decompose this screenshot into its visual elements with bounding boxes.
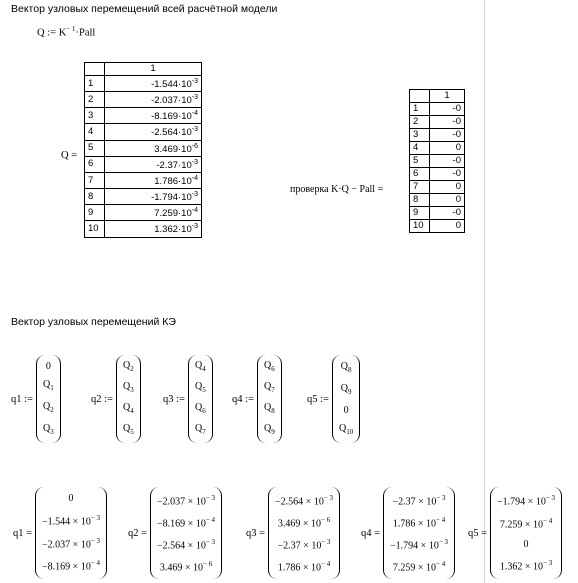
vector-label: q4 = [361, 527, 381, 539]
element-exponent: − 4 [543, 517, 553, 526]
element-exponent: − 3 [323, 493, 334, 502]
vector-brackets [116, 355, 141, 443]
element-subscript: 3 [130, 386, 134, 394]
vector-element [157, 515, 215, 529]
q-value-mantissa: 1.786·10 [154, 176, 192, 188]
q-matrix-value [105, 108, 202, 124]
vector-label: q3 = [246, 527, 266, 539]
vector-element [69, 493, 74, 504]
check-matrix-row-index: 7 [410, 181, 430, 194]
vector-brackets [268, 487, 340, 579]
vector-element [195, 402, 206, 417]
vector-element [195, 423, 206, 438]
element-base: 3.469 × 10 [277, 518, 321, 530]
vector-label: q1 = [13, 527, 33, 539]
vector-element [42, 558, 100, 572]
check-matrix-value: 0 [430, 142, 465, 155]
check-matrix-row-index: 1 [410, 103, 430, 116]
check-matrix-value: -0 [430, 129, 465, 142]
element-exponent: − 4 [436, 559, 446, 568]
element-base: Q [263, 402, 272, 413]
check-matrix-value: -0 [430, 155, 465, 168]
q-matrix-row [85, 205, 202, 221]
q-matrix-value [105, 172, 202, 188]
vector-brackets [188, 355, 213, 443]
vector-element [157, 537, 215, 551]
check-matrix-row-index: 4 [410, 142, 430, 155]
element-base: −2.564 × 10 [157, 540, 206, 552]
check-matrix-row [410, 103, 465, 116]
element-subscript: 9 [271, 428, 275, 436]
element-base: Q [194, 360, 203, 371]
q-value-exponent: -4 [191, 110, 198, 118]
check-matrix-row-index: 10 [410, 220, 430, 233]
element-base: Q [122, 402, 131, 413]
q-matrix-value [105, 140, 202, 156]
vector-brackets [36, 355, 61, 443]
element-base: Q [263, 423, 272, 434]
check-matrix-row [410, 207, 465, 220]
check-matrix-value: -0 [430, 103, 465, 116]
q-matrix-value [105, 189, 202, 205]
vector-element [264, 402, 275, 417]
vector-label: q3 := [163, 393, 185, 405]
check-matrix-row [410, 129, 465, 142]
formula-q-definition[interactable] [37, 25, 95, 39]
element-subscript: 4 [130, 407, 134, 415]
element-base: Q [194, 423, 203, 434]
check-matrix-value: -0 [430, 116, 465, 129]
check-matrix-value: 0 [430, 194, 465, 207]
check-matrix-corner [410, 90, 430, 103]
vector-brackets [383, 487, 455, 579]
vector-element [195, 381, 206, 396]
element-base: −8.169 × 10 [157, 518, 206, 530]
q-matrix-row [85, 124, 202, 140]
vector-element [341, 383, 352, 398]
vector-element [43, 423, 54, 438]
fe-vector-definition-3[interactable] [163, 355, 213, 443]
vector-element [157, 493, 215, 507]
element-subscript: 6 [271, 365, 275, 373]
vector-element [393, 559, 445, 573]
fe-vector-definition-5[interactable] [307, 355, 360, 443]
q-matrix-value [105, 76, 202, 92]
fe-vector-result-2[interactable] [128, 487, 222, 579]
vector-element [264, 360, 275, 375]
fe-vector-result-4[interactable] [361, 487, 455, 579]
check-expression-label: проверка K·Q − Pall = [290, 184, 384, 195]
element-base: −2.37 × 10 [392, 496, 437, 508]
element-exponent: − 4 [321, 559, 331, 568]
vector-element [344, 405, 349, 416]
vector-element [278, 515, 330, 529]
check-matrix-row [410, 181, 465, 194]
element-subscript: 8 [271, 407, 275, 415]
element-base: −2.37 × 10 [277, 540, 322, 552]
element-base: Q [338, 422, 347, 434]
q-matrix-row-index: 9 [85, 205, 105, 221]
element-base: 1.786 × 10 [277, 562, 321, 574]
check-matrix-value: 0 [430, 220, 465, 233]
element-subscript: 9 [347, 387, 352, 396]
vector-element [393, 515, 445, 529]
q-matrix-corner [85, 63, 105, 76]
check-matrix-table[interactable] [409, 89, 465, 233]
element-base: −1.794 × 10 [497, 496, 546, 508]
check-matrix-value: -0 [430, 207, 465, 220]
q-matrix-row-index: 3 [85, 108, 105, 124]
q-matrix-value [105, 205, 202, 221]
vector-element [341, 361, 352, 376]
vector-brackets [332, 355, 360, 443]
vector-element [46, 361, 51, 372]
element-base: 7.259 × 10 [499, 519, 543, 531]
q-matrix-row-index: 7 [85, 172, 105, 188]
q-value-exponent: -3 [191, 158, 198, 166]
check-matrix-value: -0 [430, 168, 465, 181]
q-value-mantissa: 7.259·10 [154, 208, 192, 220]
fe-vector-result-1[interactable] [13, 487, 107, 579]
element-base: Q [340, 360, 348, 372]
element-exponent: − 3 [438, 537, 449, 546]
vector-element [278, 559, 330, 573]
vector-element [123, 381, 134, 396]
vector-brackets [490, 487, 562, 579]
vector-brackets [35, 487, 107, 579]
vector-element [123, 423, 134, 438]
vector-element [390, 537, 448, 551]
element-exponent: − 4 [436, 515, 446, 524]
q-matrix-row-index: 6 [85, 156, 105, 172]
q-value-mantissa: -8.169·10 [151, 111, 192, 123]
q-matrix-value [105, 156, 202, 172]
check-matrix-row [410, 168, 465, 181]
q-matrix-row [85, 221, 202, 237]
q-matrix-value [105, 124, 202, 140]
element-exponent: − 3 [545, 494, 556, 503]
element-exponent: − 6 [321, 515, 331, 524]
element-subscript: 3 [50, 427, 54, 436]
element-exponent: − 6 [203, 559, 213, 568]
element-subscript: 5 [202, 386, 206, 394]
q-matrix-row [85, 140, 202, 156]
element-base: −2.564 × 10 [275, 496, 324, 508]
q-matrix-table[interactable] [84, 62, 202, 238]
vector-label: q4 := [232, 393, 254, 405]
element-exponent: − 3 [321, 537, 331, 546]
fe-vector-definition-4[interactable] [232, 355, 282, 443]
vector-element [497, 493, 555, 507]
q-value-mantissa: 3.469·10 [154, 143, 192, 155]
q-matrix-row-index: 10 [85, 221, 105, 237]
q-matrix-row [85, 92, 202, 108]
fe-vector-definition-1[interactable] [11, 355, 61, 443]
check-matrix-row-index: 6 [410, 168, 430, 181]
element-base: 0 [343, 404, 349, 416]
vector-brackets [257, 355, 282, 443]
element-base: Q [122, 381, 131, 392]
q-matrix-row [85, 108, 202, 124]
q-value-exponent: -3 [191, 78, 198, 85]
element-exponent: − 3 [90, 513, 101, 522]
element-base: 0 [45, 360, 51, 372]
q-matrix-row [85, 76, 202, 92]
vector-element [43, 379, 54, 394]
element-subscript: 8 [347, 365, 352, 374]
element-base: Q [263, 360, 272, 371]
q-value-mantissa: -1.544·10 [151, 79, 192, 91]
check-matrix-value: 0 [430, 181, 465, 194]
element-base: Q [122, 360, 131, 371]
q-value-mantissa: -2.037·10 [151, 95, 192, 107]
element-subscript: 1 [50, 383, 54, 392]
vector-element [264, 423, 275, 438]
element-base: Q [263, 381, 272, 392]
q-value-exponent: -3 [191, 94, 198, 102]
formula-rhs: K [58, 27, 67, 39]
check-matrix-row [410, 142, 465, 155]
q-value-exponent: -4 [191, 174, 198, 182]
element-subscript: 6 [202, 407, 206, 415]
element-base: Q [42, 400, 51, 412]
vector-label: q1 := [11, 393, 33, 405]
q-value-mantissa: 1.362·10 [154, 224, 192, 236]
vector-element [500, 558, 552, 572]
heading-fe-displacements: Вектор узловых перемещений КЭ [11, 316, 176, 328]
element-base: 0 [523, 538, 529, 550]
q-matrix-row-index: 1 [85, 76, 105, 92]
vector-element [42, 536, 100, 550]
element-exponent: − 4 [205, 515, 216, 524]
vector-element [160, 559, 212, 573]
check-matrix-row [410, 220, 465, 233]
element-base: Q [122, 423, 131, 434]
q-value-mantissa: -2.37·10 [156, 159, 192, 171]
element-exponent: − 3 [90, 536, 101, 545]
q-matrix-row-index: 5 [85, 140, 105, 156]
q-matrix-col-header: 1 [105, 63, 202, 76]
fe-vector-result-3[interactable] [246, 487, 340, 579]
element-base: 1.786 × 10 [392, 518, 436, 530]
vector-element [524, 539, 529, 550]
element-exponent: − 3 [543, 559, 553, 568]
element-base: −2.037 × 10 [157, 496, 206, 508]
check-matrix-row-index: 3 [410, 129, 430, 142]
q-value-exponent: -6 [191, 142, 198, 150]
element-subscript: 2 [130, 365, 134, 373]
check-matrix-col-header: 1 [430, 90, 465, 103]
vector-label: q2 = [128, 527, 148, 539]
element-base: 0 [68, 493, 74, 505]
element-subscript: 2 [50, 405, 54, 414]
heading-global-displacements: Вектор узловых перемещений всей расчётной модели [11, 3, 278, 15]
element-base: Q [340, 382, 348, 394]
element-exponent: − 3 [436, 493, 446, 502]
element-base: 3.469 × 10 [159, 562, 203, 574]
vector-element [275, 493, 333, 507]
q-value-exponent: -3 [191, 223, 198, 231]
element-base: Q [194, 402, 203, 413]
q-matrix-value [105, 221, 202, 237]
element-exponent: − 4 [90, 559, 101, 568]
formula-assign: := [47, 27, 57, 39]
check-matrix-row [410, 116, 465, 129]
element-base: 1.362 × 10 [499, 561, 543, 573]
vector-brackets [150, 487, 222, 579]
check-matrix-row-index: 9 [410, 207, 430, 220]
q-matrix-row-index: 8 [85, 189, 105, 205]
q-value-exponent: -3 [191, 126, 198, 134]
vector-element [339, 423, 353, 438]
vector-element [500, 516, 552, 530]
fe-vector-definition-2[interactable] [91, 355, 141, 443]
fe-vector-result-5[interactable] [468, 487, 562, 579]
element-subscript: 5 [130, 428, 134, 436]
q-matrix-row-index: 2 [85, 92, 105, 108]
check-matrix-row [410, 194, 465, 207]
element-base: −2.037 × 10 [42, 538, 91, 550]
q-matrix-row-index: 4 [85, 124, 105, 140]
vector-label: q5 := [307, 393, 329, 405]
q-value-exponent: -4 [191, 207, 198, 215]
q-value-mantissa: -1.794·10 [151, 192, 192, 204]
check-matrix-row-index: 8 [410, 194, 430, 207]
element-base: Q [194, 381, 203, 392]
q-matrix-value [105, 92, 202, 108]
vector-element [123, 402, 134, 417]
element-subscript: 7 [202, 428, 206, 436]
element-base: −1.544 × 10 [42, 516, 91, 528]
element-base: Q [42, 422, 51, 434]
vector-label: q5 = [468, 527, 488, 539]
element-subscript: 4 [202, 365, 206, 373]
check-matrix-row-index: 5 [410, 155, 430, 168]
vector-element [195, 360, 206, 375]
vector-element [393, 493, 446, 507]
element-subscript: 7 [271, 386, 275, 394]
check-matrix-row-index: 2 [410, 116, 430, 129]
vector-element [278, 537, 331, 551]
q-value-exponent: -3 [191, 191, 198, 199]
element-exponent: − 3 [205, 537, 216, 546]
q-matrix-row [85, 156, 202, 172]
element-subscript: 10 [346, 427, 354, 436]
element-base: 7.259 × 10 [392, 562, 436, 574]
element-base: −1.794 × 10 [390, 540, 439, 552]
formula-exponent: − 1 [66, 25, 76, 33]
vector-element [123, 360, 134, 375]
formula-lhs: Q [37, 27, 45, 39]
vector-label: q2 := [91, 393, 113, 405]
q-value-mantissa: -2.564·10 [151, 127, 192, 139]
element-exponent: − 3 [205, 493, 216, 502]
q-matrix-row [85, 172, 202, 188]
check-matrix-row [410, 155, 465, 168]
element-base: Q [42, 378, 51, 390]
element-base: −8.169 × 10 [42, 561, 91, 573]
formula-tail: ·Pall [75, 27, 96, 39]
vector-element [43, 401, 54, 416]
q-matrix-label: Q = [61, 150, 78, 161]
vector-element [42, 513, 100, 527]
vector-element [264, 381, 275, 396]
q-matrix-row [85, 189, 202, 205]
